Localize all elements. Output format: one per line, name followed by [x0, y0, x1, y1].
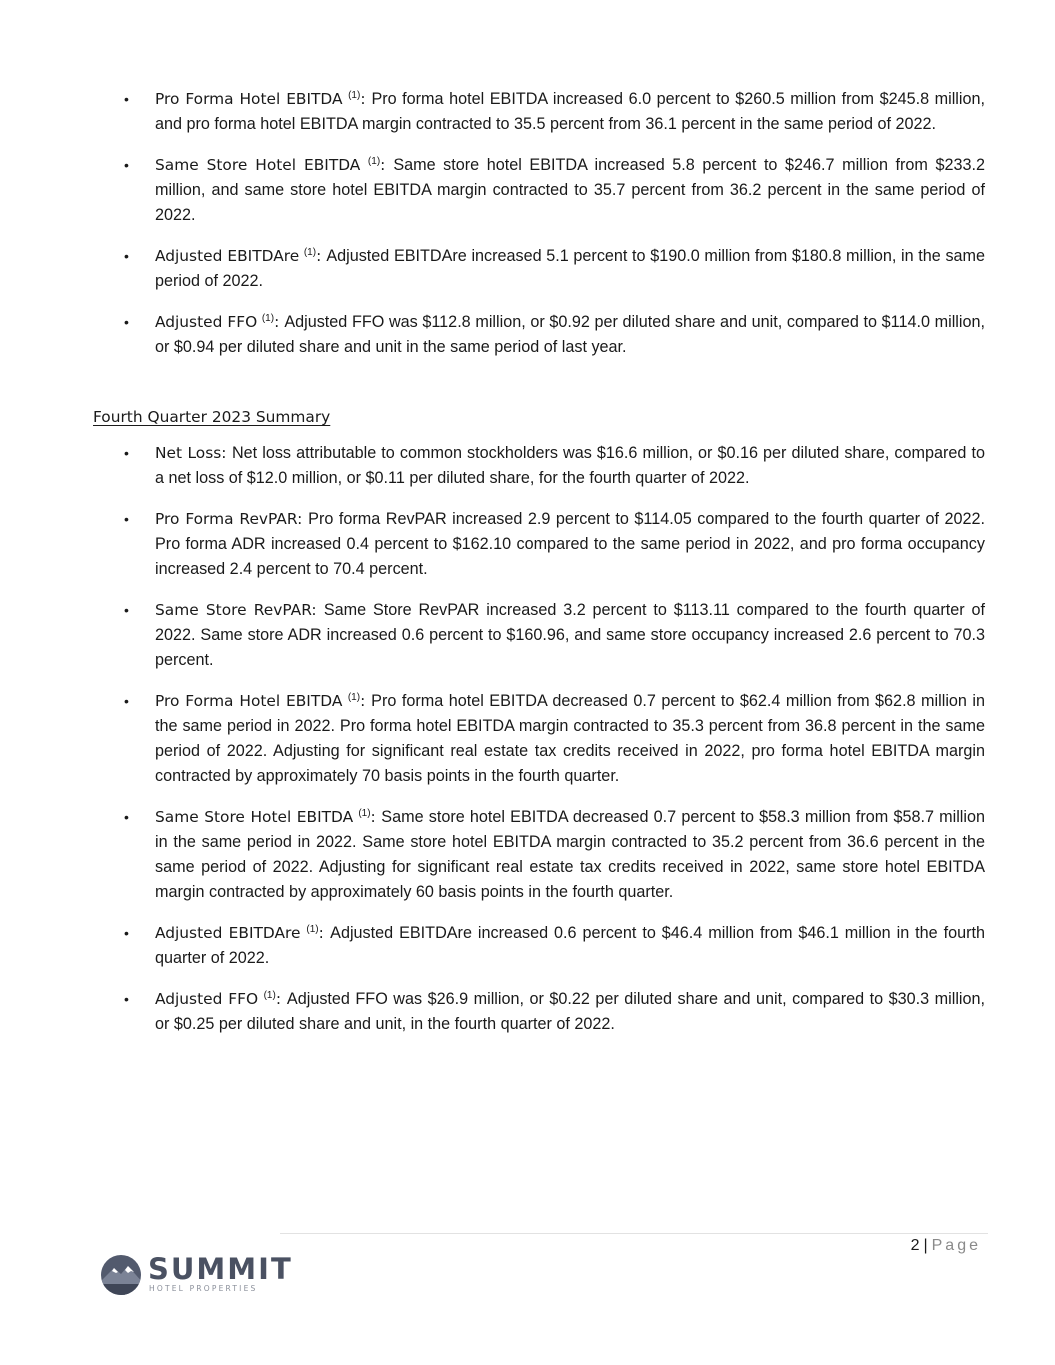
item-lead: Adjusted FFO [155, 313, 258, 331]
item-lead: Adjusted FFO [155, 990, 259, 1008]
footnote-marker: (1) [347, 692, 361, 703]
footnote-marker: (1) [261, 313, 275, 324]
item-separator: : [221, 444, 232, 462]
list-item [0, 310, 985, 360]
item-text: Pro forma hotel EBITDA decreased 0.7 percent to $62.4 million from $62.8 million in the same period in 2022. Pro forma hotel EBITDA margin contracted to 35.3 percent from 36.8 percent in the same period of 2022. Adjusting for significant real estate tax credits received in 2022, pro forma hotel EBITDA margin contracted by approximately 70 basis points in the fourth quarter. [155, 692, 986, 785]
item-separator: : [360, 692, 372, 710]
footer-divider [280, 1233, 988, 1234]
list-item [0, 987, 985, 1037]
item-text: Same Store RevPAR increased 3.2 percent to $113.11 compared to the fourth quarter of 2022. Same store ADR increased 0.6 percent to $160.96, and same store occupancy increased 2.6 percent to 70.3 percent. [155, 601, 985, 669]
page-footer [911, 1235, 981, 1257]
item-text: Pro forma RevPAR increased 2.9 percent to $114.05 compared to the fourth quarter of 2022. Pro forma ADR increased 0.4 percent to $162.10 compared to the same period in 2022, and pro forma occupancy increased 2.4 percent to 70.4 percent. [155, 510, 986, 578]
item-lead: Same Store RevPAR [155, 601, 312, 619]
item-text: Net loss attributable to common stockholders was $16.6 million, or $0.16 per diluted share, compared to a net loss of $12.0 million, or $0.11 per diluted share, for the fourth quarter of 2022. [155, 444, 985, 487]
item-separator: : [380, 156, 394, 174]
item-text: Adjusted EBITDAre increased 0.6 percent to $46.4 million from $46.1 million in the fourth quarter of 2022. [155, 924, 985, 967]
list-item [0, 805, 985, 905]
bullet-marker: • [124, 445, 129, 461]
item-lead: Adjusted EBITDAre [155, 247, 300, 265]
item-lead: Pro Forma Hotel EBITDA [155, 692, 343, 710]
bullet-marker: • [124, 511, 129, 527]
logo-wordmark: SUMMIT [148, 1252, 293, 1286]
item-lead: Same Store Hotel EBITDA [155, 808, 354, 826]
list-item [0, 921, 985, 971]
item-text: Adjusted EBITDAre increased 5.1 percent to $190.0 million from $180.8 million, in the same period of 2022. [155, 247, 986, 290]
item-separator: : [360, 90, 372, 108]
section-heading-q4-summary: Fourth Quarter 2023 Summary [93, 408, 331, 426]
list-item [0, 598, 985, 673]
bullet-marker: • [124, 991, 129, 1007]
footnote-marker: (1) [303, 247, 317, 258]
bullet-marker: • [124, 157, 129, 173]
item-text: Same store hotel EBITDA decreased 0.7 percent to $58.3 million from $58.7 million in the same period in 2022. Same store hotel EBITDA margin contracted to 35.2 percent from 36.6 percent in the same period of 2022. Adjusting for significant real estate tax credits received in 2022, same store hotel EBITDA margin contracted by approximately 60 basis points in the fourth quarter. [155, 808, 985, 901]
list-item [0, 689, 985, 789]
ytd-highlights-list [0, 87, 1055, 376]
bullet-marker: • [124, 925, 129, 941]
item-separator: : [297, 510, 309, 528]
item-text: Pro forma hotel EBITDA increased 6.0 percent to $260.5 million from $245.8 million, and pro forma hotel EBITDA margin contracted to 35.5 percent from 36.1 percent in the same period of 2022. [155, 90, 985, 133]
list-item [0, 507, 985, 582]
list-item [0, 244, 985, 294]
mountain-logo-icon [100, 1254, 142, 1296]
item-lead: Same Store Hotel EBITDA [155, 156, 361, 174]
item-text: Adjusted FFO was $112.8 million, or $0.92 per diluted share and unit, compared to $114.0 million, or $0.94 per diluted share and unit in the same period of last year. [155, 313, 985, 356]
item-separator: : [318, 924, 331, 942]
item-lead: Adjusted EBITDAre [155, 924, 301, 942]
item-text: Same store hotel EBITDA increased 5.8 percent to $246.7 million from $233.2 million, and same store hotel EBITDA margin contracted to 35.7 percent from 36.2 percent in the same period of 2022. [155, 156, 985, 224]
item-separator: : [311, 601, 324, 619]
item-separator: : [275, 990, 287, 1008]
list-item [0, 153, 985, 228]
bullet-marker: • [124, 602, 129, 618]
page-separator: | [923, 1237, 928, 1254]
list-item [0, 87, 985, 137]
bullet-marker: • [124, 91, 129, 107]
footnote-marker: (1) [306, 924, 319, 935]
item-text: Adjusted FFO was $26.9 million, or $0.22 per diluted share and unit, compared to $30.3 million, or $0.25 per diluted share and unit, in the fourth quarter of 2022. [155, 990, 986, 1033]
bullet-marker: • [124, 693, 129, 709]
footnote-marker: (1) [348, 90, 361, 101]
item-separator: : [274, 313, 285, 331]
item-lead: Net Loss [155, 444, 222, 462]
footnote-marker: (1) [367, 156, 381, 167]
bullet-marker: • [124, 314, 129, 330]
q4-summary-list [0, 441, 1055, 1053]
item-lead: Pro Forma Hotel EBITDA [155, 90, 343, 108]
bullet-marker: • [124, 809, 129, 825]
item-separator: : [370, 808, 382, 826]
summit-logo [100, 1252, 293, 1302]
item-separator: : [316, 247, 327, 265]
item-lead: Pro Forma RevPAR [155, 510, 298, 528]
page-number: 2 [910, 1237, 920, 1254]
list-item [0, 441, 985, 491]
footnote-marker: (1) [263, 990, 276, 1001]
logo-tagline: HOTEL PROPERTIES [149, 1284, 258, 1293]
page-word: Page [931, 1237, 981, 1254]
footnote-marker: (1) [358, 808, 371, 819]
bullet-marker: • [124, 248, 129, 264]
